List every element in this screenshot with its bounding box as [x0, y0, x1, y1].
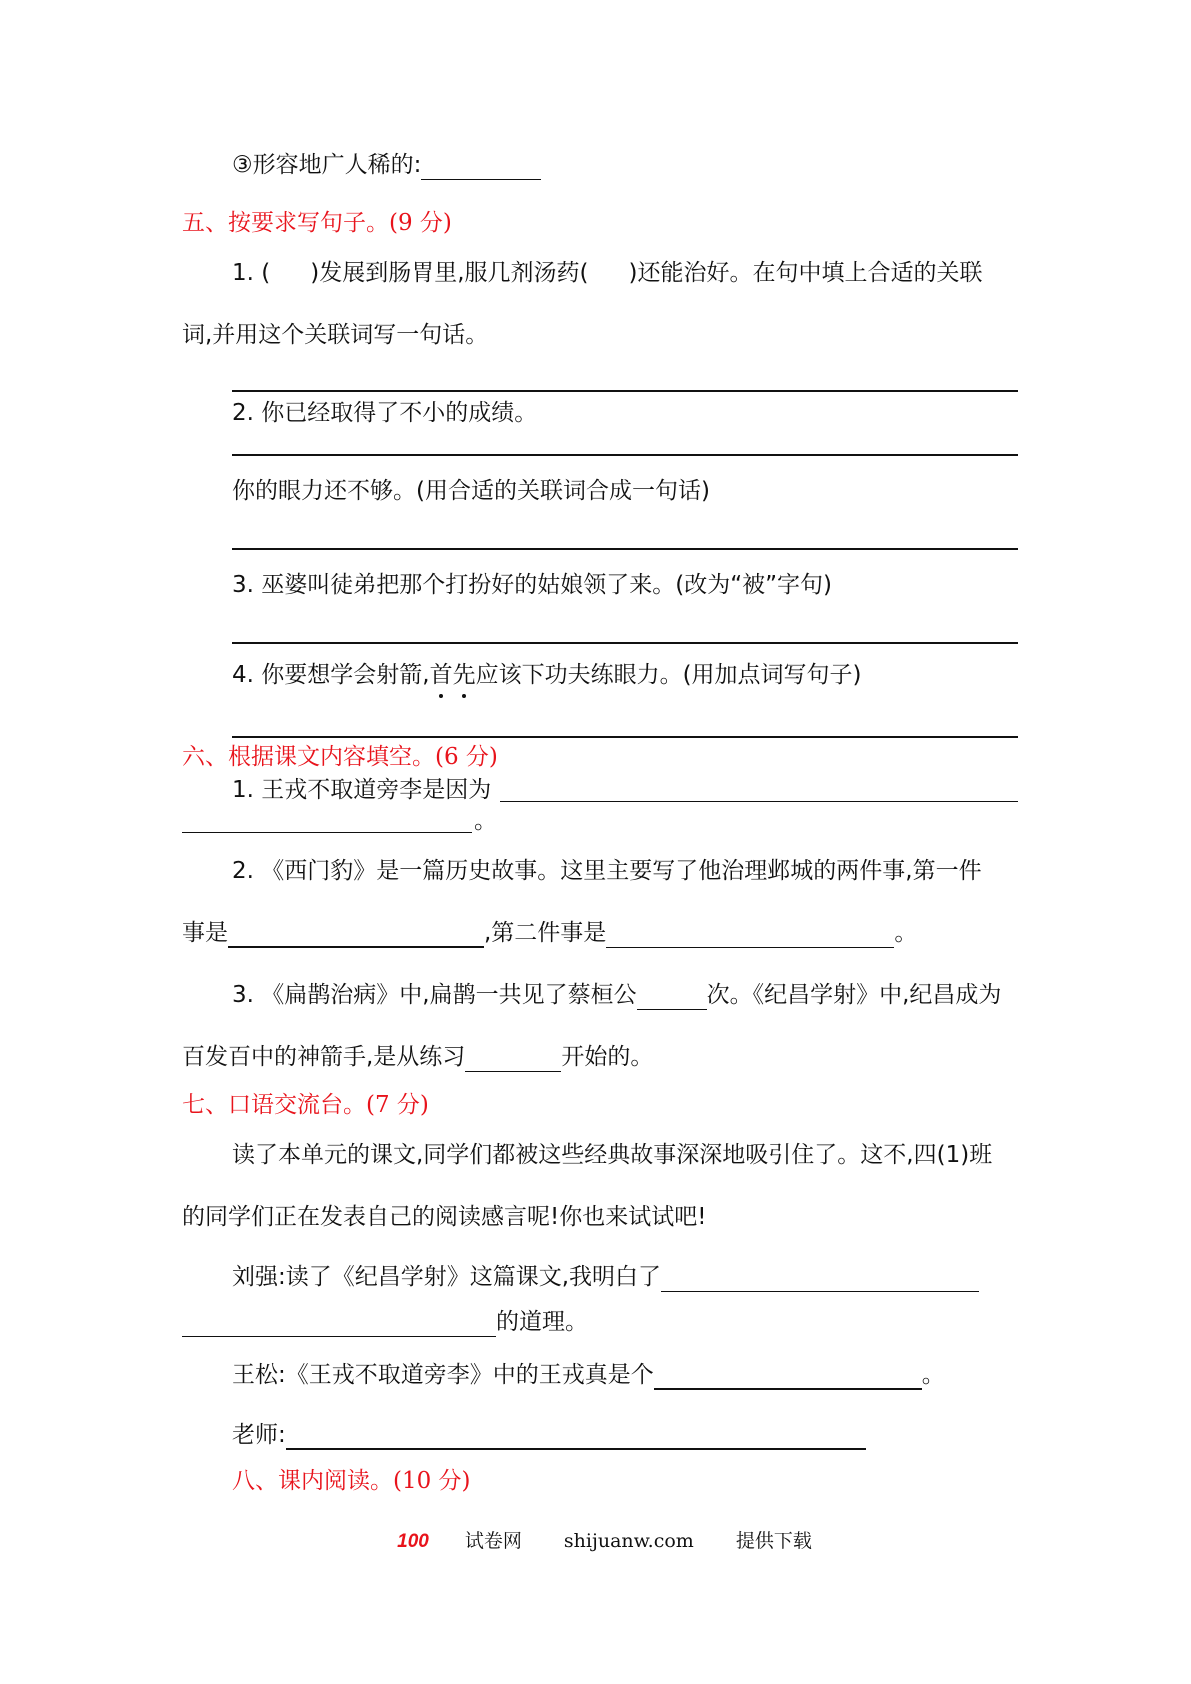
sec6-q2-line1: 2. 《西门豹》是一篇历史故事。这里主要写了他治理邺城的两件事,第一件	[232, 858, 982, 884]
footer-brand	[379, 1530, 540, 1552]
sec6-q2-blank1[interactable]	[228, 922, 484, 948]
q4-item3-label: ③形容地广人稀的:	[232, 152, 422, 178]
sec7-liu-line2	[182, 1307, 588, 1337]
sec5-q2-part-b: 你的眼力还不够。(用合适的关联词合成一句话)	[232, 478, 710, 504]
page-footer	[0, 1528, 1191, 1555]
sec6-q2-blank2[interactable]	[606, 923, 894, 948]
sec5-q3: 3. 巫婆叫徒弟把那个打扮好的姑娘领了来。(改为“被”字句)	[232, 572, 833, 598]
sec6-q2-end: 。	[894, 920, 918, 946]
sec7-teacher-blank[interactable]	[286, 1424, 866, 1450]
sec5-q4-dotted-char1: 首	[429, 662, 453, 688]
sec5-q2-part-a: 2. 你已经取得了不小的成绩。	[232, 400, 538, 426]
sec6-q2-a: 事是	[182, 920, 228, 946]
sec5-q1-part-b: )发展到肠胃里,服几剂汤药(	[310, 260, 589, 286]
sec5-q4-dotted-char2: 先	[452, 662, 476, 688]
sec7-wang-label: 王松:《王戎不取道旁李》中的王戎真是个	[232, 1362, 654, 1388]
sec7-wang-blank[interactable]	[654, 1364, 922, 1390]
sec7-teacher-label: 老师:	[232, 1422, 286, 1448]
footer-note: 提供下载	[735, 1530, 812, 1552]
sec5-q1-line2: 词,并用这个关联词写一句话。	[182, 322, 489, 348]
sec7-wang-end: 。	[921, 1362, 945, 1388]
sec6-q3-line1	[232, 980, 1001, 1010]
sec7-intro-line1: 读了本单元的课文,同学们都被这些经典故事深深地吸引住了。这不,四(1)班	[232, 1142, 993, 1168]
site-logo: 100	[397, 1531, 429, 1552]
sec5-q4-answer-line[interactable]	[232, 736, 1018, 738]
sec5-q2-answer-line[interactable]	[232, 548, 1018, 550]
sec6-q1-blank1[interactable]	[500, 801, 1018, 802]
sec7-liu-blank1[interactable]	[661, 1267, 979, 1292]
sec7-teacher	[232, 1420, 866, 1450]
sec5-q4-pre: 4. 你要想学会射箭,	[232, 662, 430, 688]
sec6-q3-blank1[interactable]	[637, 985, 707, 1010]
sec7-intro-line2: 的同学们正在发表自己的阅读感言呢!你也来试试吧!	[182, 1204, 707, 1230]
sec6-q3-d: 开始的。	[561, 1044, 654, 1070]
sec5-q4-post: 应该下功夫练眼力。(用加点词写句子)	[475, 662, 862, 688]
q4-item3-blank[interactable]	[421, 155, 541, 180]
q4-item3	[232, 150, 541, 180]
sec6-q3-b: 次。《纪昌学射》中,纪昌成为	[706, 982, 1002, 1008]
sec6-q3-c: 百发百中的神箭手,是从练习	[182, 1044, 466, 1070]
sec7-wang	[232, 1360, 945, 1390]
section8-heading: 八、课内阅读。(10 分)	[232, 1468, 471, 1494]
footer-site-name: 试卷网	[464, 1530, 522, 1552]
sec6-q3-blank2[interactable]	[465, 1047, 561, 1072]
sec6-q1: 1. 王戎不取道旁李是因为	[232, 777, 492, 803]
sec6-q2-b: ,第二件事是	[484, 920, 607, 946]
sec5-q1-answer-line[interactable]	[232, 390, 1018, 392]
sec6-q1-blank2[interactable]	[182, 832, 472, 833]
sec5-q4	[232, 660, 862, 690]
sec6-q3-line2	[182, 1042, 653, 1072]
section6-heading: 六、根据课文内容填空。(6 分)	[182, 744, 498, 770]
sec6-q3-a: 3. 《扁鹊治病》中,扁鹊一共见了蔡桓公	[232, 982, 637, 1008]
sec5-q3-answer-line[interactable]	[232, 642, 1018, 644]
sec5-q1-line1	[232, 258, 982, 288]
sec5-q2-line-mid[interactable]	[232, 454, 1018, 456]
sec6-q2-line2	[182, 918, 917, 948]
sec5-q1-part-a: 1. (	[232, 260, 271, 286]
sec7-liu-label: 刘强:读了《纪昌学射》这篇课文,我明白了	[232, 1264, 662, 1290]
section5-heading: 五、按要求写句子。(9 分)	[182, 210, 452, 236]
sec7-liu-blank2[interactable]	[182, 1312, 496, 1337]
sec7-liu	[232, 1262, 979, 1292]
sec6-q1-end: 。	[474, 808, 497, 834]
sec7-liu-end: 的道理。	[496, 1309, 588, 1335]
sec5-q1-part-c: )还能治好。在句中填上合适的关联	[628, 260, 983, 286]
footer-url[interactable]: shijuanw.com	[563, 1530, 694, 1552]
section7-heading: 七、口语交流台。(7 分)	[182, 1092, 429, 1118]
